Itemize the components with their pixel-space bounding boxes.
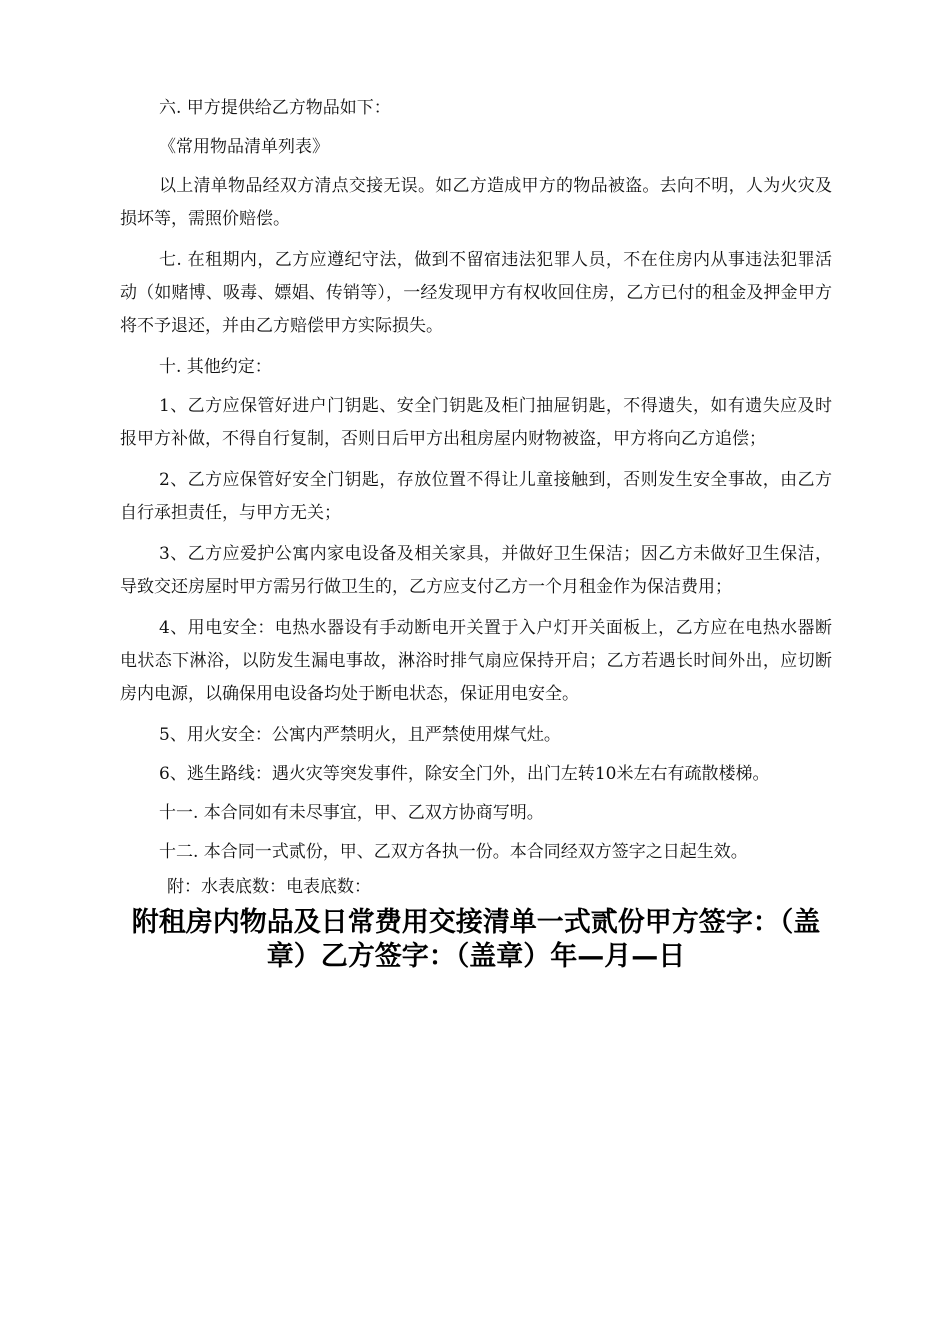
clause-six-heading: 六. 甲方提供给乙方物品如下： bbox=[159, 98, 391, 118]
clause-ten-item-2: 2、乙方应保管好安全门钥匙，存放位置不得让儿童接触到，否则发生安全事故，由乙方自行承担责任，与甲方无关； bbox=[120, 470, 832, 523]
clause-ten-item-6: 6、逃生路线：遇火灾等突发事件，除安全门外，出门左转10米左右有疏散楼梯。 bbox=[159, 764, 770, 784]
clause-ten-item-4: 4、用电安全：电热水器设有手动断电开关置于入户灯开关面板上，乙方应在电热水器断电状态下淋浴，以防发生漏电事故，淋浴时排气扇应保持开启；乙方若遇长时间外出，应切断房内电源，以确保用电设备均处于断电状态，保证用电安全。 bbox=[120, 618, 832, 704]
item-list-title: 《常用物品清单列表》 bbox=[159, 137, 329, 157]
clause-ten-heading: 十. 其他约定： bbox=[159, 357, 272, 377]
signature-heading: 附租房内物品及日常费用交接清单一式贰份甲方签字：（盖章）乙方签字：（盖章）年—月—日 bbox=[131, 907, 821, 972]
clause-eleven: 十一. 本合同如有未尽事宜，甲、乙双方协商写明。 bbox=[159, 803, 544, 823]
contract-body bbox=[120, 92, 832, 899]
clause-ten-item-1: 1、乙方应保管好进户门钥匙、安全门钥匙及柜门抽屉钥匙，不得遗失，如有遗失应及时报甲方补做，不得自行复制，否则日后甲方出租房屋内财物被盗，甲方将向乙方追偿； bbox=[120, 396, 832, 449]
clause-ten-item-3: 3、乙方应爱护公寓内家电设备及相关家具，并做好卫生保洁；因乙方未做好卫生保洁，导致交还房屋时甲方需另行做卫生的，乙方应支付乙方一个月租金作为保洁费用； bbox=[120, 544, 832, 597]
item-list-liability: 以上清单物品经双方清点交接无误。如乙方造成甲方的物品被盗。去向不明，人为火灾及损坏等，需照价赔偿。 bbox=[120, 176, 832, 229]
meter-readings-note: 附：水表底数：电表底数： bbox=[167, 877, 371, 897]
clause-twelve: 十二. 本合同一式贰份，甲、乙双方各执一份。本合同经双方签字之日起生效。 bbox=[159, 842, 748, 862]
clause-ten-item-5: 5、用火安全：公寓内严禁明火，且严禁使用煤气灶。 bbox=[159, 725, 561, 745]
clause-seven: 七. 在租期内，乙方应遵纪守法，做到不留宿违法犯罪人员，不在住房内从事违法犯罪活动（如赌博、吸毒、嫖娼、传销等），一经发现甲方有权收回住房，乙方已付的租金及押金甲方将不予退还，并由乙方赔偿甲方实际损失。 bbox=[120, 250, 832, 336]
